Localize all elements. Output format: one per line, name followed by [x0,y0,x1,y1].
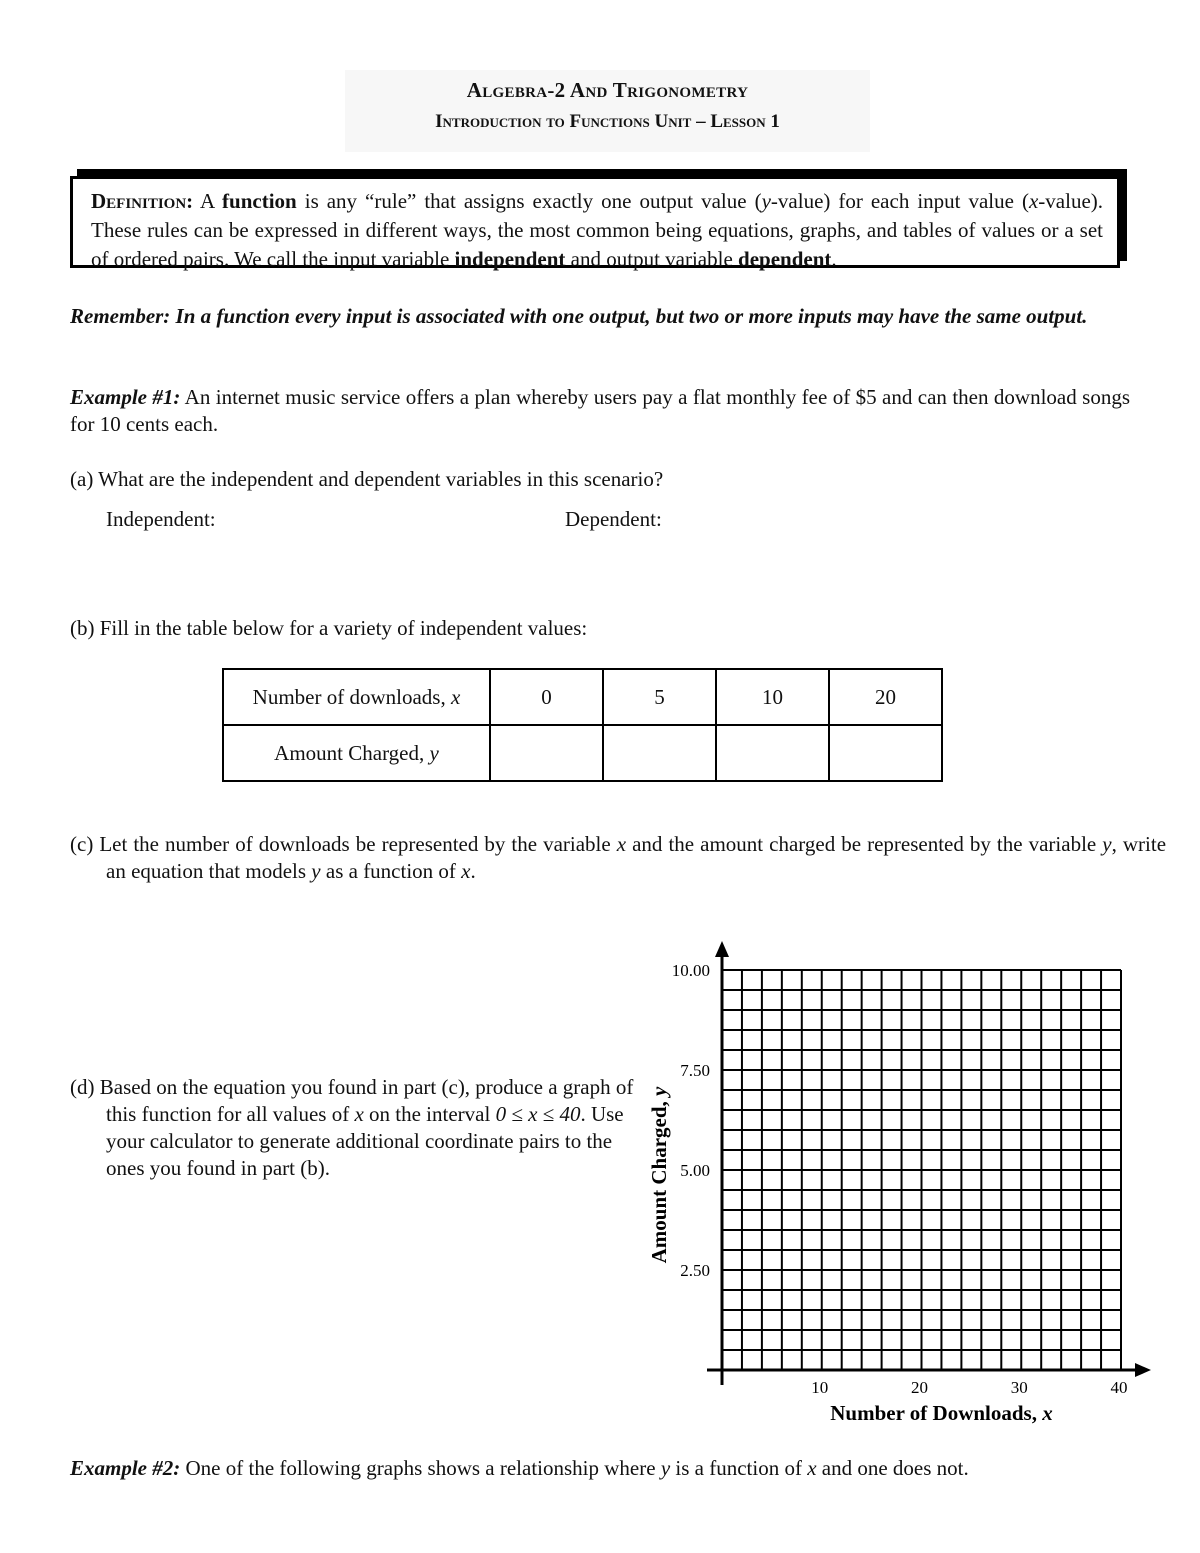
values-table [222,668,943,782]
y-tick-label: 7.50 [680,1061,710,1080]
definition-text: -value). These rules can be expressed in different ways, the most common being equations, graphs, and tables of values or a set of ordered pairs. We call the input variable [91,189,1104,271]
definition-box [70,176,1120,271]
row-header-var: y [429,740,439,765]
part-d-question [70,1074,654,1182]
definition-term-dependent: dependent [738,247,832,271]
part-a-question: (a) What are the independent and dependent variables in this scenario? [70,467,664,491]
coordinate-grid-chart [640,935,1160,1430]
answer-cell[interactable] [490,725,603,781]
definition-text: . [831,247,837,271]
example-2 [70,1455,1130,1482]
x-axis-label [830,1401,1052,1425]
example-2-text: is a function of [675,1456,802,1480]
page-subtitle: Introduction to Functions Unit – Lesson 1 [435,111,780,132]
part-c-text: and the amount charged be represented by the variable [632,832,1097,856]
row-header-text: Amount Charged, [274,740,425,765]
x-tick-label: 20 [911,1378,928,1397]
dependent-label: Dependent: [565,507,662,531]
example-1-text: An internet music service offers a plan whereby users pay a flat monthly fee of $5 and can then download songs for 10 cents each. [70,385,1130,436]
example-2-var: x [807,1456,817,1480]
table-row [223,725,942,781]
example-2-label: Example #2: [70,1456,181,1480]
example-1 [70,384,1130,438]
table-cell: 10 [716,669,829,725]
row-header-charged [223,725,490,781]
x-axis-label-var: x [1042,1401,1053,1425]
answer-cell[interactable] [829,725,942,781]
answer-cell[interactable] [603,725,716,781]
part-d-var: x [354,1102,364,1126]
part-c-var: x [461,859,471,883]
x-axis-arrow [1135,1363,1151,1377]
part-d-text: . Use your calculator to generate additional coordinate pairs to the ones you found in part (b). [106,1102,624,1180]
table-row [223,669,942,725]
part-c-text: . [470,859,476,883]
part-d-interval: 0 ≤ x ≤ 40 [495,1102,581,1126]
part-c-var: x [616,832,627,856]
y-axis-label-text: Amount Charged, [647,1101,671,1264]
part-c-text: as a function of [325,859,456,883]
x-tick-label: 30 [1010,1378,1028,1397]
page-header [345,70,870,152]
row-header-var: x [450,684,461,709]
table-cell: 20 [829,669,942,725]
answer-cell[interactable] [716,725,829,781]
definition-text: and output variable [570,247,733,271]
y-tick-label: 5.00 [680,1161,710,1180]
part-b-question: (b) Fill in the table below for a variety of independent values: [70,616,588,640]
definition-text: is any “rule” that assigns exactly one output value ( [304,189,762,213]
x-axis-label-text: Number of Downloads, [830,1401,1037,1425]
part-c-var: y [1102,832,1112,856]
y-axis-label-var: y [647,1086,671,1096]
part-c-question [70,831,1166,885]
table-cell: 5 [603,669,716,725]
row-header-text: Number of downloads, [252,684,446,709]
row-header-downloads [223,669,490,725]
definition-term-function: function [222,189,297,213]
definition-term-independent: independent [454,247,566,271]
independent-label: Independent: [106,507,216,531]
y-tick-label: 10.00 [671,961,710,980]
remember-note: Remember: In a function every input is associated with one output, but two or more inputs may have the same output. [70,304,1088,328]
definition-label: Definition: [91,189,194,213]
part-c-text: , write an equation that models [106,832,1167,883]
y-axis-label [647,1086,671,1263]
example-2-text: One of the following graphs shows a relationship where [185,1456,656,1480]
part-c-var: y [311,859,321,883]
grid-lines [722,970,1121,1370]
definition-var-x: x [1028,189,1039,213]
page-title: Algebra-2 And Trigonometry [466,78,749,102]
definition-var-y: y [761,189,771,213]
y-axis-arrow [715,941,729,957]
x-tick-label: 10 [811,1378,829,1397]
part-c-text: (c) Let the number of downloads be represented by the variable [70,832,611,856]
example-2-var: y [660,1456,671,1480]
part-d-text: on the interval [369,1102,491,1126]
x-tick-label: 40 [1110,1378,1128,1397]
definition-text: A [200,189,215,213]
part-d-text: (d) Based on the equation you found in part (c), produce a graph of this function for all values of [70,1075,634,1126]
table-cell: 0 [490,669,603,725]
definition-text: -value) for each input value ( [770,189,1029,213]
y-tick-label: 2.50 [680,1261,710,1280]
example-1-label: Example #1: [70,385,181,409]
example-2-text: and one does not. [821,1456,969,1480]
